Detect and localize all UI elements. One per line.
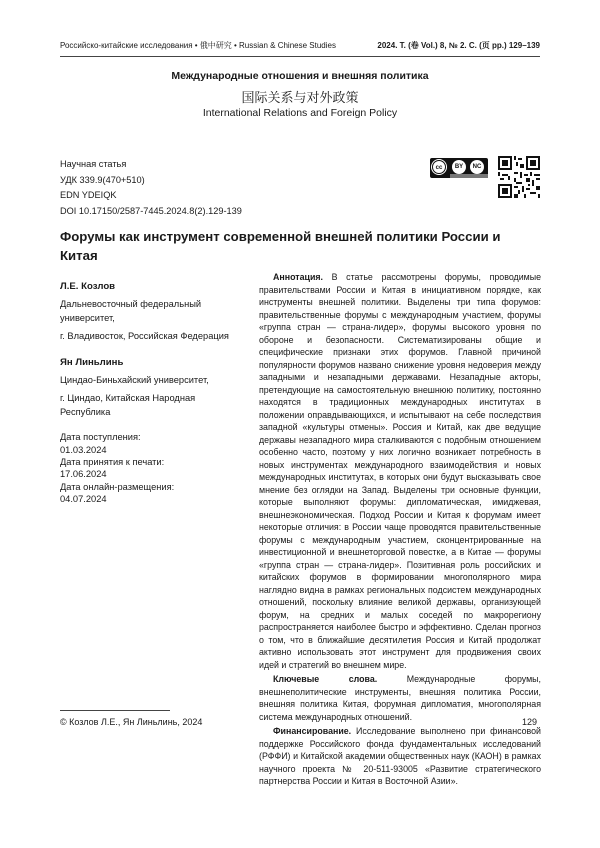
author-affiliation: Циндао-Биньхайский университет, — [60, 375, 209, 386]
accepted-label: Дата принятия к печати: — [60, 457, 165, 468]
abstract — [259, 271, 541, 671]
article-title: Форумы как инструмент современной внешней политики России и Китая — [60, 229, 501, 263]
rubric-chinese: 国际关系与对外政策 — [241, 90, 359, 105]
online-label: Дата онлайн-размещения: — [60, 481, 175, 492]
running-head — [60, 40, 540, 52]
doi-link[interactable]: DOI 10.17150/2587-7445.2024.8(2).129-139 — [60, 205, 242, 216]
article-meta — [60, 157, 242, 219]
page-number: 129 — [522, 717, 538, 727]
funding — [259, 725, 541, 788]
author-city: г. Владивосток, Российская Федерация — [60, 331, 229, 342]
accepted-date: 17.06.2024 — [60, 469, 107, 480]
citation-info: 2024. Т. (卷 Vol.) 8, № 2. С. (页 pp.) 129–139 — [377, 41, 540, 50]
rubric-english: International Relations and Foreign Policy — [202, 107, 398, 119]
abstract-column — [259, 271, 541, 790]
funding-text: Исследование выполнено при финансовой поддержке Российского фонда фундаментальных исследований (РФФИ) и Китайской академии общественных наук (КАОН) в рамках научного проекта № 20-511-93005 «Развитие стратегического партнерства России и Китая в Восточной Азии». — [259, 726, 541, 786]
author-affiliation: Дальневосточный федеральный университет, — [60, 299, 202, 323]
footer-divider — [60, 710, 170, 711]
author-city: г. Циндао, Китайская Народная Республика — [60, 393, 196, 417]
keywords-text: Международные форумы, внешнеполитические инструменты, внешняя политика России, внешняя политика Китая, форумная дипломатия, многополярная система международных отношений. — [259, 674, 541, 722]
header-divider — [60, 56, 540, 57]
edn-code: EDN YDEIQK — [60, 190, 117, 201]
rubric — [60, 70, 540, 123]
noncommercial-icon: NC — [470, 160, 484, 174]
keywords-label: Ключевые слова. — [273, 674, 378, 684]
online-date: 04.07.2024 — [60, 494, 107, 505]
attribution-icon: BY — [452, 160, 466, 174]
rubric-russian: Международные отношения и внешняя политика — [171, 70, 429, 82]
keywords — [259, 673, 541, 723]
cc-license-icon[interactable] — [430, 158, 488, 178]
received-date: 01.03.2024 — [60, 444, 107, 455]
author-name: Л.Е. Козлов — [60, 281, 116, 292]
abstract-text: В статье рассмотрены форумы, проводимые правительствами России и Китая в инициативном порядке, как инструменты внешней политики. Выделены три типа форумов: правительственные форумы с международным участием, форумы «группа стран — страна-лидер», форумы высокого уровня по обороне и безопасности. Систематизированы общие и специфические признаки этих форумов. Главной причиной популярности форумов названо снижение уровня недоверия между западными и незападными державами. Незападные акторы, претендующие на самостоятельную внешнюю политику, постоянно находятся в традиционных международных институтах в положении оправдывающихся, и испытывают на себе последствия западной «культуры отмены». Россия и Китай, как две ведущие державы незападного мира сталкиваются с подобным отношением особенно часто, поэтому у них логично возникает потребность в новых инструментах международного взаимодействия и новых международных институтах, в которых они будут высказывать свое мнение без оглядки на Запад. Выделены три основные функции, которые выполняют форумы: дипломатическая, имиджевая, внешнеэкономическая. Подход России и Китая к форумам имеет некоторые отличия: в России чаще проводятся правительственные форумы с международным участием, сконцентрированные на инвестиционной и внешнеторговой повестке, а в Китае — форумы «группа стран — страна-лидер». Позитивная роль российских и китайских форумов в формировании многополярного мира наглядно видна в рамках региональных подсистем международных отношений, поскольку влияние великой державы, организующей форум, на средних и малых соседей по макрорегиону распространяется наиболее быстро и эффективно. Сделан прогноз о том, что в ближайшие десятилетия Россия и Китай продолжат активно использовать этот инструмент для продвижения своих идей и стратегий во внешнем мире. — [259, 272, 541, 670]
journal-name: Российско-китайские исследования • 俄中研究 • Russian & Chinese Studies — [60, 41, 336, 50]
publication-dates — [60, 431, 230, 505]
abstract-label: Аннотация. — [273, 272, 323, 282]
authors-column — [60, 280, 230, 506]
received-label: Дата поступления: — [60, 432, 141, 443]
copyright: © Козлов Л.Е., Ян Линьлинь, 2024 — [60, 717, 203, 727]
funding-label: Финансирование. — [273, 726, 352, 736]
author-name: Ян Линьлинь — [60, 356, 124, 368]
cc-logo-icon: cc — [432, 160, 446, 174]
qr-code-icon[interactable] — [498, 156, 540, 198]
author-block — [60, 356, 230, 420]
author-block — [60, 280, 230, 344]
udk-code: УДК 339.9(470+510) — [60, 174, 145, 185]
article-type: Научная статья — [60, 159, 127, 169]
